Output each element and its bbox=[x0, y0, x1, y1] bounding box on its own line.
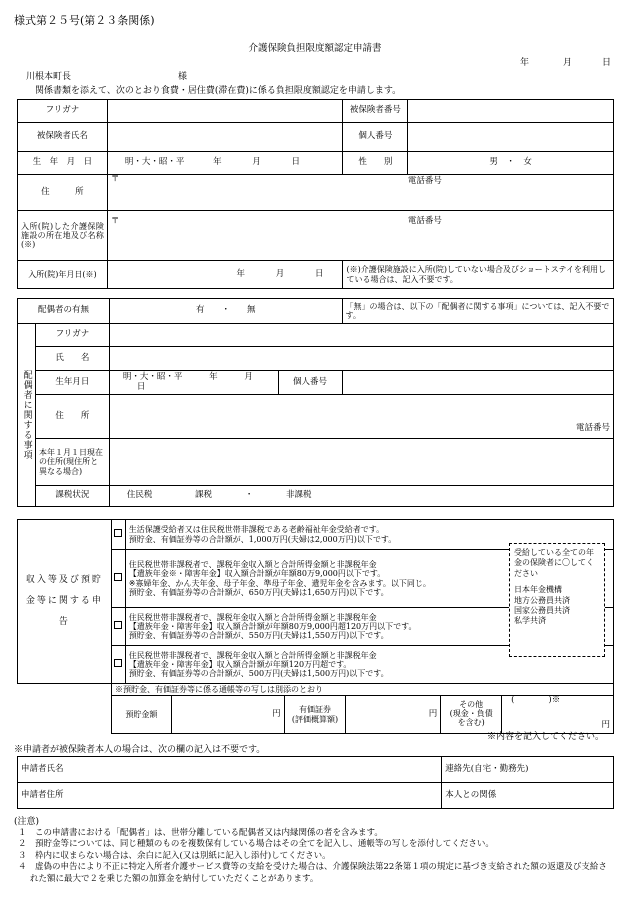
gender-options[interactable]: 男 ・ 女 bbox=[408, 152, 614, 175]
income-check-2[interactable] bbox=[111, 550, 125, 608]
spouse-birth-label: 生年月日 bbox=[35, 371, 109, 395]
income-option-3: 住民税世帯非課税者で、課税年金収入額と合計所得金額と非課税年金 【遺族年金・障害年金】収入額合計額が年額80万9,000円超120万円以下です。 預貯金、有価証券等の合計額が、550万円(夫婦は1,550万円)以下です。 bbox=[125, 608, 613, 646]
tax-option-separator: ・ bbox=[244, 490, 254, 501]
spouse-address-label: 住 所 bbox=[35, 395, 109, 439]
note-item-2: ２ 預貯金等については、同じ種類のものを複数保有している場合はその全てを記入し、通帳等の写しを添付してください。 bbox=[18, 839, 494, 850]
note-item-4: ４ 虚偽の申告により不正に特定入所者介護サービス費等の支給を受けた場合は、介護保険法第22条第１項の規定に基づき支給された額の返還及び支給された額に最大で２を乗じた額の加算金を納付していただくことがあります。 bbox=[18, 862, 607, 884]
spouse-personal-no-label: 個人番号 bbox=[278, 371, 342, 395]
address-label: 住 所 bbox=[18, 175, 108, 211]
income-option-4: 住民税世帯非課税者で、課税年金収入額と合計所得金額と非課税年金 【遺族年金・障害年金】収入額合計額が年額120万円超です。 預貯金、有価証券等の合計額が、500万円(夫婦は1,500万円)以下です。 bbox=[125, 646, 613, 684]
date-year: 年 bbox=[520, 58, 530, 68]
income-section-label: 収入等及び預貯金等に関する申告 bbox=[18, 520, 112, 684]
applicant-contact-label: 連絡先(自宅・勤務先) bbox=[445, 763, 529, 774]
applicant-name-label: 申請者氏名 bbox=[21, 763, 64, 774]
spouse-presence-label: 配偶者の有無 bbox=[18, 299, 110, 324]
gender-label: 性 別 bbox=[343, 152, 408, 175]
spouse-tax-label: 課税状況 bbox=[35, 486, 109, 507]
admit-date-label: 入所(院)年月日(※) bbox=[18, 261, 108, 289]
form-number: 様式第２５号(第２３条関係) bbox=[14, 14, 155, 27]
spouse-address-field[interactable] bbox=[109, 395, 613, 439]
detail-note: ※内容を記入してください。 bbox=[486, 732, 604, 742]
insured-no-field[interactable] bbox=[408, 100, 614, 123]
notes-list bbox=[18, 828, 614, 885]
applicant-name-field[interactable] bbox=[18, 757, 442, 783]
spouse-birth-month-label: 月 bbox=[244, 371, 253, 382]
pension-item-1[interactable]: 日本年金機構 bbox=[514, 585, 562, 595]
other-field[interactable] bbox=[502, 696, 614, 734]
spouse-jan1-label: 本年１月１日現在の住所(現住所と異なる場合) bbox=[35, 439, 109, 486]
furigana-field[interactable] bbox=[107, 100, 343, 123]
spouse-presence-options[interactable]: 有 ・ 無 bbox=[109, 299, 342, 324]
savings-yen: 円 bbox=[272, 708, 281, 719]
spouse-name-field[interactable] bbox=[109, 347, 613, 371]
admit-day-label: 日 bbox=[314, 268, 324, 279]
admit-month-label: 月 bbox=[275, 268, 285, 279]
spouse-name-label: 氏 名 bbox=[35, 347, 109, 371]
spouse-birth-day-label: 日 bbox=[136, 381, 146, 392]
facility-phone-label: 電話番号 bbox=[407, 216, 442, 226]
savings-table bbox=[111, 683, 614, 734]
applicant-relation-field[interactable] bbox=[442, 783, 614, 809]
spouse-section-label: 配偶者に関する事項 bbox=[18, 324, 36, 507]
form-title: 介護保険負担限度額認定申請書 bbox=[248, 43, 382, 54]
insured-name-label: 被保険者氏名 bbox=[18, 123, 108, 152]
birth-day-label: 日 bbox=[291, 157, 301, 168]
securities-yen: 円 bbox=[428, 708, 438, 719]
era-options: 明・大・昭・平 bbox=[124, 157, 185, 168]
address-phone-label: 電話番号 bbox=[407, 176, 442, 186]
insured-no-label: 被保険者番号 bbox=[343, 100, 408, 123]
applicant-table bbox=[17, 756, 614, 809]
date-month: 月 bbox=[563, 58, 573, 68]
postal-mark: 〒 bbox=[110, 174, 120, 184]
applicant-address-label: 申請者住所 bbox=[21, 789, 64, 800]
pension-note: 受給している全ての年金の保険者に〇してください bbox=[514, 548, 594, 578]
other-label: その他 (現金・負債 を含む) bbox=[441, 696, 502, 734]
spouse-jan1-field[interactable] bbox=[109, 439, 613, 486]
income-option-2: 住民税世帯非課税者で、課税年金収入額と合計所得金額と非課税年金 【遺族年金※・障害年金】収入額合計額が年額80万9,000円以下です。 ※寡婦年金、かん夫年金、母子年金、準母子年金、遺児年金を含みます。以下同じ。 預貯金、有価証券等の合計額が、650万円(夫婦は1,650万円)以下です。 bbox=[125, 550, 613, 608]
checkbox-2[interactable] bbox=[114, 573, 122, 581]
birth-month-label: 月 bbox=[252, 157, 261, 168]
spouse-phone-label: 電話番号 bbox=[575, 423, 610, 434]
personal-no-field[interactable] bbox=[408, 123, 614, 152]
honorific: 様 bbox=[178, 72, 188, 82]
income-option-1: 生活保護受給者又は住民税世帯非課税である老齢福祉年金受給者です。 預貯金、有価証券等の合計額が、1,000万円(夫婦は2,000万円)以下です。 bbox=[125, 520, 613, 550]
applicant-note: ※申請者が被保険者本人の場合は、次の欄の記入は不要です。 bbox=[14, 745, 266, 755]
savings-field[interactable] bbox=[171, 696, 284, 734]
applicant-contact-field[interactable] bbox=[442, 757, 614, 783]
spouse-birth-field[interactable] bbox=[109, 371, 278, 395]
applicant-relation-label: 本人との関係 bbox=[445, 789, 497, 800]
facility-label: 入所(院)した介護保険施設の所在地及び名称(※) bbox=[18, 211, 108, 261]
admit-year-label: 年 bbox=[236, 268, 246, 279]
pension-item-3[interactable]: 国家公務員共済 bbox=[514, 605, 570, 615]
address-field[interactable] bbox=[107, 175, 613, 211]
income-check-1[interactable] bbox=[111, 520, 125, 550]
intro-text: 関係書類を添えて、次のとおり食費・居住費(滞在費)に係る負担限度額認定を申請します。 bbox=[35, 86, 402, 96]
birth-year-label: 年 bbox=[213, 157, 222, 168]
spouse-personal-no-field[interactable] bbox=[342, 371, 614, 395]
attach-note: ※預貯金、有価証券等に係る通帳等の写しは別添のとおり bbox=[112, 684, 614, 696]
addressee: 川根本町長 bbox=[26, 72, 72, 82]
admit-date-field[interactable] bbox=[107, 261, 343, 289]
spouse-presence-note: 「無」の場合は、以下の「配偶者に関する事項」については、記入不要です。 bbox=[342, 299, 614, 324]
pension-item-4[interactable]: 私学共済 bbox=[514, 616, 546, 626]
checkbox-4[interactable] bbox=[114, 659, 122, 667]
spouse-table bbox=[17, 298, 614, 507]
other-yen: 円 bbox=[601, 720, 610, 731]
insured-table bbox=[17, 99, 614, 289]
pension-item-2[interactable]: 地方公務員共済 bbox=[514, 595, 570, 605]
birth-label: 生 年 月 日 bbox=[18, 152, 108, 175]
savings-label: 預貯金額 bbox=[112, 696, 172, 734]
tax-option-taxed[interactable]: 課税 bbox=[195, 490, 213, 501]
spouse-birth-year-label: 年 bbox=[209, 371, 218, 382]
note-item-3: ３ 枠内に収まらない場合は、余白に記入(又は別紙に記入し添付)してください。 bbox=[18, 850, 331, 861]
checkbox-3[interactable] bbox=[114, 621, 122, 629]
admit-note: (※)介護保険施設に入所(院)していない場合及びショートステイを利用している場合は、記入不要です。 bbox=[343, 261, 614, 289]
note-item-1: １ この申請書における「配偶者」は、世帯分離している配偶者又は内縁関係の者を含みます。 bbox=[18, 828, 383, 838]
tax-option-untaxed[interactable]: 非課税 bbox=[286, 490, 312, 501]
personal-no-label: 個人番号 bbox=[343, 123, 408, 152]
income-check-3[interactable] bbox=[111, 608, 125, 646]
pension-box bbox=[509, 543, 605, 657]
applicant-address-field[interactable] bbox=[18, 783, 442, 809]
spouse-era-options: 明・大・昭・平 bbox=[122, 371, 183, 382]
other-paren: ( )※ bbox=[511, 695, 561, 705]
spouse-furigana-label: フリガナ bbox=[35, 324, 109, 347]
facility-postal-mark: 〒 bbox=[110, 216, 120, 226]
income-check-4[interactable] bbox=[111, 646, 125, 684]
tax-option-resident: 住民税 bbox=[126, 490, 153, 501]
spouse-tax-field[interactable] bbox=[109, 486, 613, 507]
facility-field[interactable] bbox=[107, 211, 613, 261]
notes-heading: (注意) bbox=[14, 817, 40, 827]
securities-field[interactable] bbox=[346, 696, 441, 734]
furigana-label: フリガナ bbox=[18, 100, 108, 123]
insured-name-field[interactable] bbox=[107, 123, 343, 152]
birth-field[interactable] bbox=[107, 152, 343, 175]
securities-label: 有価証券 (評価概算額) bbox=[284, 696, 346, 734]
spouse-furigana-field[interactable] bbox=[109, 324, 613, 347]
date-day: 日 bbox=[602, 58, 612, 68]
checkbox-1[interactable] bbox=[114, 529, 122, 537]
